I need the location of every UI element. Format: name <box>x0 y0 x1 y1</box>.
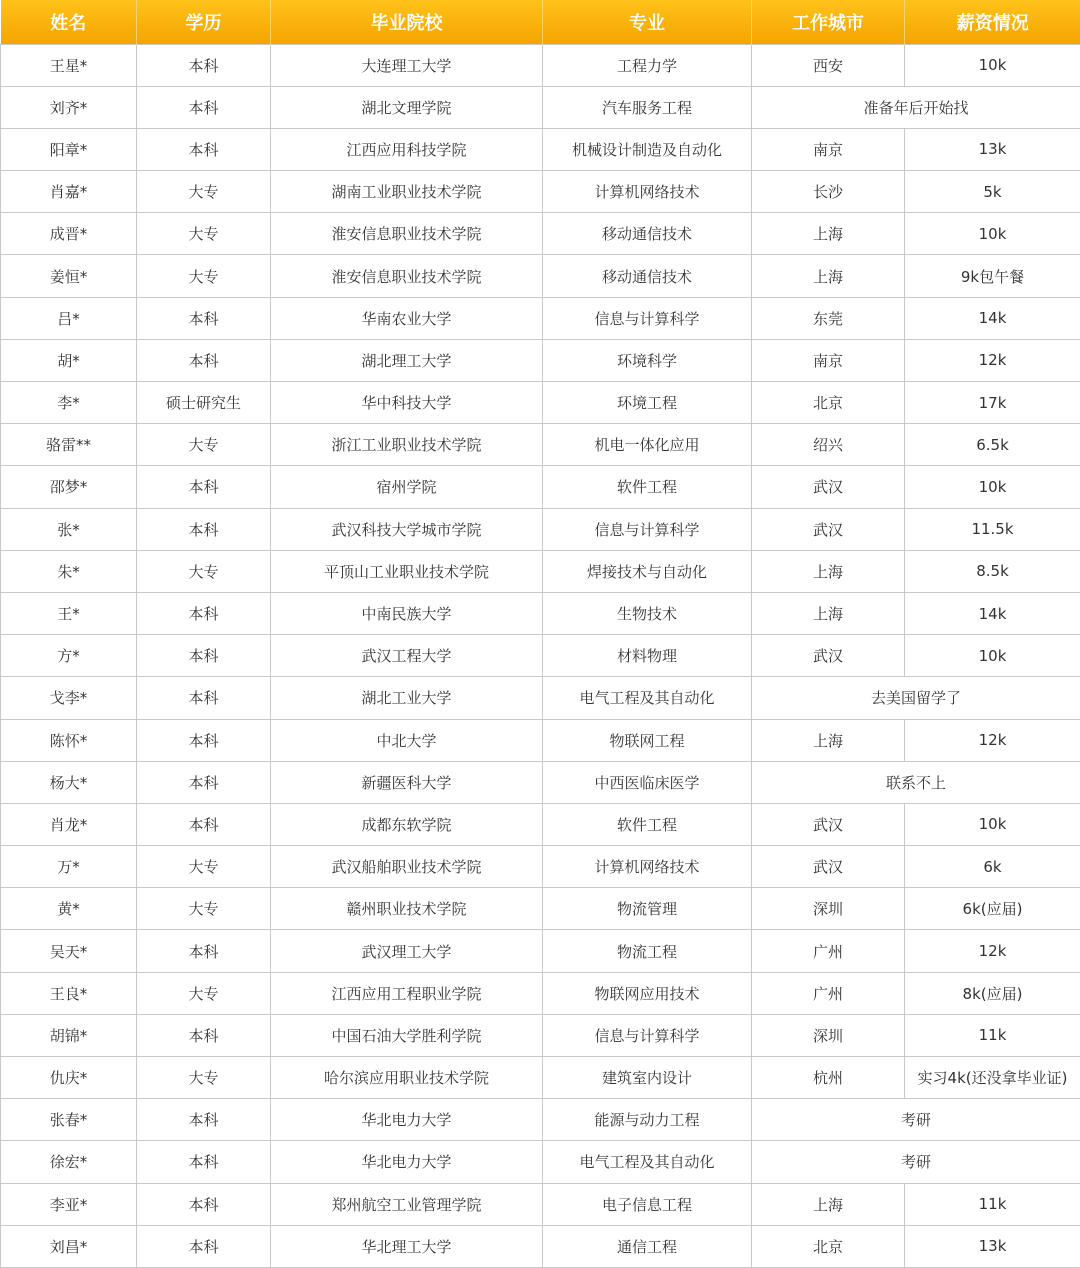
cell-education: 本科 <box>137 719 271 761</box>
header-major: 专业 <box>543 0 752 44</box>
cell-education: 本科 <box>137 761 271 803</box>
cell-salary: 11k <box>905 1014 1080 1056</box>
header-education: 学历 <box>137 0 271 44</box>
table-header <box>1 0 1080 44</box>
cell-status: 考研 <box>752 1099 1080 1141</box>
cell-name: 刘昌* <box>1 1225 137 1267</box>
table-row <box>1 592 1080 634</box>
cell-salary: 11k <box>905 1183 1080 1225</box>
cell-major: 生物技术 <box>543 592 752 634</box>
cell-status: 联系不上 <box>752 761 1080 803</box>
cell-school: 成都东软学院 <box>271 803 543 845</box>
cell-school: 江西应用科技学院 <box>271 128 543 170</box>
cell-salary: 5k <box>905 171 1080 213</box>
cell-education: 本科 <box>137 1141 271 1183</box>
cell-major: 焊接技术与自动化 <box>543 550 752 592</box>
cell-name: 李亚* <box>1 1183 137 1225</box>
cell-city: 武汉 <box>752 803 905 845</box>
table-row <box>1 213 1080 255</box>
cell-name: 陈怀* <box>1 719 137 761</box>
cell-school: 湖北理工大学 <box>271 339 543 381</box>
cell-education: 本科 <box>137 803 271 845</box>
cell-education: 大专 <box>137 171 271 213</box>
cell-major: 建筑室内设计 <box>543 1057 752 1099</box>
cell-salary: 10k <box>905 466 1080 508</box>
cell-city: 长沙 <box>752 171 905 213</box>
cell-major: 环境工程 <box>543 382 752 424</box>
cell-education: 本科 <box>137 592 271 634</box>
cell-salary: 11.5k <box>905 508 1080 550</box>
cell-education: 本科 <box>137 466 271 508</box>
cell-name: 方* <box>1 635 137 677</box>
cell-school: 平顶山工业职业技术学院 <box>271 550 543 592</box>
cell-city: 上海 <box>752 592 905 634</box>
table-row <box>1 803 1080 845</box>
cell-school: 江西应用工程职业学院 <box>271 972 543 1014</box>
cell-salary: 6k(应届) <box>905 888 1080 930</box>
cell-name: 仇庆* <box>1 1057 137 1099</box>
cell-name: 张春* <box>1 1099 137 1141</box>
cell-name: 朱* <box>1 550 137 592</box>
table-row <box>1 1141 1080 1183</box>
cell-salary: 8k(应届) <box>905 972 1080 1014</box>
table-row <box>1 1057 1080 1099</box>
cell-name: 黄* <box>1 888 137 930</box>
cell-salary: 13k <box>905 1225 1080 1267</box>
cell-city: 深圳 <box>752 1014 905 1056</box>
cell-salary: 6k <box>905 846 1080 888</box>
cell-salary: 12k <box>905 719 1080 761</box>
cell-education: 本科 <box>137 635 271 677</box>
cell-major: 通信工程 <box>543 1225 752 1267</box>
cell-major: 信息与计算科学 <box>543 1014 752 1056</box>
cell-name: 肖嘉* <box>1 171 137 213</box>
table-row <box>1 719 1080 761</box>
cell-major: 物联网工程 <box>543 719 752 761</box>
cell-salary: 10k <box>905 213 1080 255</box>
cell-education: 本科 <box>137 677 271 719</box>
cell-name: 肖龙* <box>1 803 137 845</box>
cell-name: 邵梦* <box>1 466 137 508</box>
cell-status: 考研 <box>752 1141 1080 1183</box>
cell-major: 电气工程及其自动化 <box>543 677 752 719</box>
table-row <box>1 930 1080 972</box>
cell-school: 中南民族大学 <box>271 592 543 634</box>
header-row <box>1 0 1080 44</box>
table-row <box>1 635 1080 677</box>
table-row <box>1 508 1080 550</box>
cell-salary: 14k <box>905 297 1080 339</box>
cell-education: 本科 <box>137 1014 271 1056</box>
cell-education: 本科 <box>137 930 271 972</box>
table-row <box>1 382 1080 424</box>
cell-salary: 8.5k <box>905 550 1080 592</box>
cell-city: 武汉 <box>752 635 905 677</box>
table-row <box>1 466 1080 508</box>
cell-education: 本科 <box>137 297 271 339</box>
cell-school: 华南农业大学 <box>271 297 543 339</box>
cell-major: 移动通信技术 <box>543 255 752 297</box>
cell-city: 东莞 <box>752 297 905 339</box>
header-name: 姓名 <box>1 0 137 44</box>
cell-school: 武汉科技大学城市学院 <box>271 508 543 550</box>
cell-name: 阳章* <box>1 128 137 170</box>
cell-salary: 12k <box>905 930 1080 972</box>
cell-education: 本科 <box>137 86 271 128</box>
cell-salary: 13k <box>905 128 1080 170</box>
cell-name: 胡锦* <box>1 1014 137 1056</box>
cell-city: 上海 <box>752 550 905 592</box>
cell-city: 北京 <box>752 1225 905 1267</box>
header-school: 毕业院校 <box>271 0 543 44</box>
cell-major: 电子信息工程 <box>543 1183 752 1225</box>
table-body <box>1 44 1080 1267</box>
cell-city: 深圳 <box>752 888 905 930</box>
cell-salary: 10k <box>905 44 1080 86</box>
cell-school: 华中科技大学 <box>271 382 543 424</box>
cell-school: 华北理工大学 <box>271 1225 543 1267</box>
cell-city: 上海 <box>752 255 905 297</box>
cell-city: 南京 <box>752 128 905 170</box>
cell-education: 大专 <box>137 255 271 297</box>
cell-school: 浙江工业职业技术学院 <box>271 424 543 466</box>
cell-major: 机电一体化应用 <box>543 424 752 466</box>
table-row <box>1 128 1080 170</box>
cell-school: 新疆医科大学 <box>271 761 543 803</box>
cell-major: 汽车服务工程 <box>543 86 752 128</box>
cell-major: 信息与计算科学 <box>543 297 752 339</box>
cell-salary: 10k <box>905 803 1080 845</box>
cell-education: 大专 <box>137 1057 271 1099</box>
cell-city: 上海 <box>752 719 905 761</box>
cell-city: 北京 <box>752 382 905 424</box>
cell-city: 南京 <box>752 339 905 381</box>
cell-city: 杭州 <box>752 1057 905 1099</box>
cell-education: 本科 <box>137 44 271 86</box>
cell-school: 赣州职业技术学院 <box>271 888 543 930</box>
table-row <box>1 761 1080 803</box>
table-row <box>1 1099 1080 1141</box>
cell-school: 湖北文理学院 <box>271 86 543 128</box>
cell-salary: 17k <box>905 382 1080 424</box>
cell-name: 王良* <box>1 972 137 1014</box>
cell-major: 计算机网络技术 <box>543 846 752 888</box>
header-city: 工作城市 <box>752 0 905 44</box>
table-row <box>1 677 1080 719</box>
cell-school: 华北电力大学 <box>271 1099 543 1141</box>
cell-name: 吴天* <box>1 930 137 972</box>
table-row <box>1 171 1080 213</box>
cell-major: 电气工程及其自动化 <box>543 1141 752 1183</box>
cell-education: 大专 <box>137 972 271 1014</box>
cell-name: 姜恒* <box>1 255 137 297</box>
cell-name: 徐宏* <box>1 1141 137 1183</box>
cell-name: 骆雷** <box>1 424 137 466</box>
cell-city: 上海 <box>752 1183 905 1225</box>
cell-major: 软件工程 <box>543 466 752 508</box>
cell-name: 胡* <box>1 339 137 381</box>
cell-status: 准备年后开始找 <box>752 86 1080 128</box>
cell-school: 大连理工大学 <box>271 44 543 86</box>
cell-education: 本科 <box>137 508 271 550</box>
cell-city: 广州 <box>752 930 905 972</box>
cell-education: 大专 <box>137 888 271 930</box>
cell-education: 本科 <box>137 128 271 170</box>
cell-salary: 9k包午餐 <box>905 255 1080 297</box>
cell-major: 机械设计制造及自动化 <box>543 128 752 170</box>
cell-major: 中西医临床医学 <box>543 761 752 803</box>
cell-school: 哈尔滨应用职业技术学院 <box>271 1057 543 1099</box>
table-row <box>1 846 1080 888</box>
cell-school: 中北大学 <box>271 719 543 761</box>
cell-name: 万* <box>1 846 137 888</box>
table-row <box>1 1225 1080 1267</box>
table-row <box>1 888 1080 930</box>
table-row <box>1 255 1080 297</box>
table-row <box>1 424 1080 466</box>
cell-school: 湖南工业职业技术学院 <box>271 171 543 213</box>
cell-name: 李* <box>1 382 137 424</box>
cell-major: 物联网应用技术 <box>543 972 752 1014</box>
cell-school: 宿州学院 <box>271 466 543 508</box>
cell-name: 刘齐* <box>1 86 137 128</box>
cell-major: 软件工程 <box>543 803 752 845</box>
cell-city: 武汉 <box>752 466 905 508</box>
table-row <box>1 972 1080 1014</box>
table-row <box>1 550 1080 592</box>
cell-name: 王星* <box>1 44 137 86</box>
cell-school: 武汉船舶职业技术学院 <box>271 846 543 888</box>
cell-education: 本科 <box>137 1225 271 1267</box>
cell-name: 戈李* <box>1 677 137 719</box>
cell-school: 武汉理工大学 <box>271 930 543 972</box>
cell-city: 武汉 <box>752 846 905 888</box>
cell-name: 吕* <box>1 297 137 339</box>
cell-city: 西安 <box>752 44 905 86</box>
cell-city: 绍兴 <box>752 424 905 466</box>
cell-salary: 6.5k <box>905 424 1080 466</box>
cell-major: 信息与计算科学 <box>543 508 752 550</box>
cell-school: 淮安信息职业技术学院 <box>271 255 543 297</box>
cell-education: 大专 <box>137 424 271 466</box>
cell-major: 移动通信技术 <box>543 213 752 255</box>
cell-education: 本科 <box>137 339 271 381</box>
cell-major: 计算机网络技术 <box>543 171 752 213</box>
table-row <box>1 44 1080 86</box>
table-row <box>1 1014 1080 1056</box>
cell-salary: 12k <box>905 339 1080 381</box>
cell-major: 材料物理 <box>543 635 752 677</box>
cell-education: 大专 <box>137 213 271 255</box>
cell-school: 中国石油大学胜利学院 <box>271 1014 543 1056</box>
cell-education: 硕士研究生 <box>137 382 271 424</box>
cell-school: 华北电力大学 <box>271 1141 543 1183</box>
cell-status: 去美国留学了 <box>752 677 1080 719</box>
table-row <box>1 339 1080 381</box>
cell-name: 张* <box>1 508 137 550</box>
cell-major: 能源与动力工程 <box>543 1099 752 1141</box>
cell-school: 湖北工业大学 <box>271 677 543 719</box>
cell-city: 广州 <box>752 972 905 1014</box>
cell-education: 本科 <box>137 1183 271 1225</box>
cell-school: 淮安信息职业技术学院 <box>271 213 543 255</box>
cell-name: 杨大* <box>1 761 137 803</box>
cell-school: 郑州航空工业管理学院 <box>271 1183 543 1225</box>
cell-education: 大专 <box>137 846 271 888</box>
table-row <box>1 86 1080 128</box>
table-row <box>1 297 1080 339</box>
cell-salary: 10k <box>905 635 1080 677</box>
cell-education: 大专 <box>137 550 271 592</box>
cell-name: 王* <box>1 592 137 634</box>
cell-salary: 14k <box>905 592 1080 634</box>
cell-city: 上海 <box>752 213 905 255</box>
cell-education: 本科 <box>137 1099 271 1141</box>
cell-salary: 实习4k(还没拿毕业证) <box>905 1057 1080 1099</box>
cell-city: 武汉 <box>752 508 905 550</box>
cell-school: 武汉工程大学 <box>271 635 543 677</box>
cell-major: 物流管理 <box>543 888 752 930</box>
cell-name: 成晋* <box>1 213 137 255</box>
cell-major: 物流工程 <box>543 930 752 972</box>
cell-major: 环境科学 <box>543 339 752 381</box>
header-salary: 薪资情况 <box>905 0 1080 44</box>
table-row <box>1 1183 1080 1225</box>
cell-major: 工程力学 <box>543 44 752 86</box>
